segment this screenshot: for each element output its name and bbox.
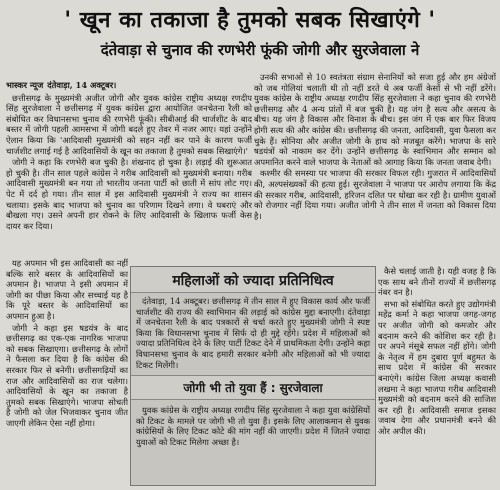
box-paragraph-2: युवक कांग्रेस के राष्ट्रीय अध्यक्ष रणदीप सिंह सुरजेवाला ने कहा युवा कांग्रेसियों को टिकट के मामले पर जोगी भी तो युवा हैं। इसके लिए आलाकमान से युवक कांग्रेसियों के लिए टिकट कोटे की मांग नहीं की जाएगी। प्रदेश में जितने ज्यादा युवाओं को टिकट मिलेगा अच्छा है। xyxy=(136,405,370,447)
paragraph: छत्तीसगढ़ के मुख्यमंत्री अजीत जोगी और युवक कांग्रेस राष्ट्रीय अध्यक्ष रणदीप सिंह सुरजेवाला ने छत्तीसगढ़ में युवक कांग्रेस द्वारा आयोजित जनचेतना रैली को संबोधित कर विधानसभा चुनाव की रणभेरी फूंकी। सीबीआई की चार्जशीट के बाद बस्तर में जोगी पहली आमसभा में जोगी बदले हुए तेवर में नजर आए। यहां उन्होंने ऐलान किया कि 'आदिवासी मुख्यमंत्री को सहन नहीं कर पाने के कारण फर्जी चार्जशीट लगाई गई है आदिवासियों के खून का तकाजा है तुमको सबक सिखाएंगे।' xyxy=(6,92,252,156)
page-subheadline: दंतेवाड़ा से चुनाव की रणभेरी फूंकी जोगी और सुरजेवाला ने xyxy=(100,41,420,59)
box-body-2 xyxy=(131,402,375,450)
article-column-left-top xyxy=(6,80,252,256)
paragraph: जोगी ने कहा इस षडयंत्र के बाद छत्तीसगढ़ का एक-एक नागरिक भाजपा को सबक सिखाएगा। छत्तीसगढ़ के लोगों ने फैसला कर दिया है कि कांग्रेस की सरकार फिर से बनेगी। छत्तीसगढ़ियों का राज और आदिवासियों का राज चलेगा। आदिवासियों के खून का तकाजा है तुमको सबक सिखाएंगे। भाजपा सोचती है जोगी को जेल भिजवाकर चुनाव जीत जाएगी लेकिन ऐसा नहीं होगा। xyxy=(6,322,128,428)
paragraph: उनकी सभाओं से 10 स्वतंत्रता संग्राम सेनानियों को सजा हुई और हम अंग्रेजों को जब गोलियां चलाती थी तो नहीं डरते थे अब फर्जी केसों से भी नहीं डरेंगे। युवक कांग्रेस के राष्ट्रीय अध्यक्ष रणदीप सिंह सुरजेवाला ने कहा चुनाव की रणभेरी छत्तीसगढ़ और 4 अन्य प्रांतों में बज चुकी है। यह जंग है सत्य और असत्य के बीच। यह जंग है विकास और विनाश के बीच। इस जंग में एक बार फिर विजय होगी सत्य की और कांग्रेस की। छत्तीसगढ़ की जनता, आदिवासी, युवा फैसला कर चुके हैं। सोनिया और अजीत जोगी के हाथ को मजबूत करेंगे। भाजपा के सारे षडयंत्रों को नाकाम कर देंगे। उन्होंने छत्तीसगढ़ के स्वाभिमान और सम्मान को अपमानित करने वाले भाजपा के नेताओं को आगाह किया कि जनता जवाब देगी। xyxy=(254,72,496,167)
box-title: महिलाओं को ज्यादा प्रतिनिधित्व xyxy=(131,267,375,293)
paragraph: जोगी ने कहा कि रणभेरी बज चुकी है। शंखनाद हो चुका है। लड़ाई की शुरूआत हो चुकी है। तीन साल पहले कांग्रेस ने गरीब आदिवासी को मुख्यमंत्री बनाया। गरीब आदिवासी मुख्यमंत्री बन गया तो भारतीय जनता पार्टी को छाती में सांप लोट गए। पेट में दर्द हो गया। तीन साल में इस आदिवासी मुख्यमंत्री ने राज्य का शासन चलाया। इसके बाद भाजपा को चुनाव का परिणाम दिखने लगा। वे घबराएं और बौखला गए। उसने अपनी हार रोकने के लिए आदिवासी के खिलाफ फर्जी केस दायर कर दिया। xyxy=(6,157,252,231)
box-body xyxy=(131,293,375,373)
sidebar-box xyxy=(130,266,376,486)
paragraph: कश्मीर की समस्या पर भाजपा की सरकार विफल रही। गुजरात में आदिवासियों की, अल्पसंख्यकों की हत्या हुई। सुरजेवाला ने भाजपा पर आरोप लगाया कि केंद्र की सरकार गरीब, आदिवासी, हरिजन दलित पर धोखा कर रही है। ग्रामीण युवाओं को रोजगार नहीं दिया गया। अजीत जोगी ने तीन साल में जनता को विकास दिया है। xyxy=(254,168,496,221)
article-column-left-bottom xyxy=(6,258,128,484)
paragraph: सभा को संबोधित करते हुए उद्योगमंत्री महेंद्र कर्मा ने कहा भाजपा जगह-जगह पर अजीत जोगी को कमजोर और बदनाम करने की कोशिश कर रही है। पर अपने मंसूबे सफल नहीं होंगे। जोगी के नेतृत्व में हम दुबारा पूर्ण बहुमत के साथ प्रदेश में कांग्रेस की सरकार बनाएंगे। कांग्रेस जिला अध्यक्ष कवासी लखमा ने कहा भाजपा गरीब आदिवासी मुख्यमंत्री को बदनाम करने की साजिश कर रही है। आदिवासी समाज इसका जवाब देगा और प्रधानमंत्री बनने की ओर अपील की। xyxy=(378,298,496,436)
byline-source: भास्कर न्यूज xyxy=(6,80,44,90)
article-column-right-bottom xyxy=(378,266,496,484)
page-headline: ' खून का तकाजा है तुमको सबक सिखाएंगे ' xyxy=(64,8,436,33)
box-subtitle: जोगी भी तो युवा हैं : सुरजेवाला xyxy=(131,375,375,400)
byline-place-date: दंतेवाड़ा, 14 अक्टूबर। xyxy=(47,80,117,90)
paragraph: यह अपमान भी इस आदिवासी का नहीं बल्कि सारे बस्तर के आदिवासियों का अपमान है। भाजपा ने इसी अपमान में जोगी का पीछा किया और सच्चाई यह है कि पूरे बस्तर के आदिवासियों का अपमान हुआ है। xyxy=(6,258,128,321)
box-paragraph: दंतेवाड़ा, 14 अक्टूबर। छत्तीसगढ़ में तीन साल में हुए विकास कार्य और फर्जी चार्जशीट की राज्य की स्वाभिमान की लड़ाई को कांग्रेस मुद्दा बनाएगी। दंतेवाड़ा में जनचेतना रैली के बाद पत्रकारों से चर्चा करते हुए मुख्यमंत्री जोगी ने स्पष्ट किया कि विधानसभा चुनाव में सिर्फ दो ही मुद्दे रहेंगे। प्रदेश में महिलाओं को ज्यादा प्रतिनिधित्व देने के लिए पार्टी टिकट देने में प्राथमिकता देगी। उन्होंने कहा विधानसभा चुनाव के बाद हमारी सरकार बनेगी और महिलाओं को भी ज्यादा टिकट मिलेंगी। xyxy=(136,296,370,370)
byline xyxy=(6,80,252,91)
article-column-right-top xyxy=(254,72,496,266)
paragraph: कैसे चलाई जाती है। यही वजह है कि एक साथ बने तीनों राज्यों में छत्तीसगढ़ नंबर वन है। xyxy=(378,266,496,298)
